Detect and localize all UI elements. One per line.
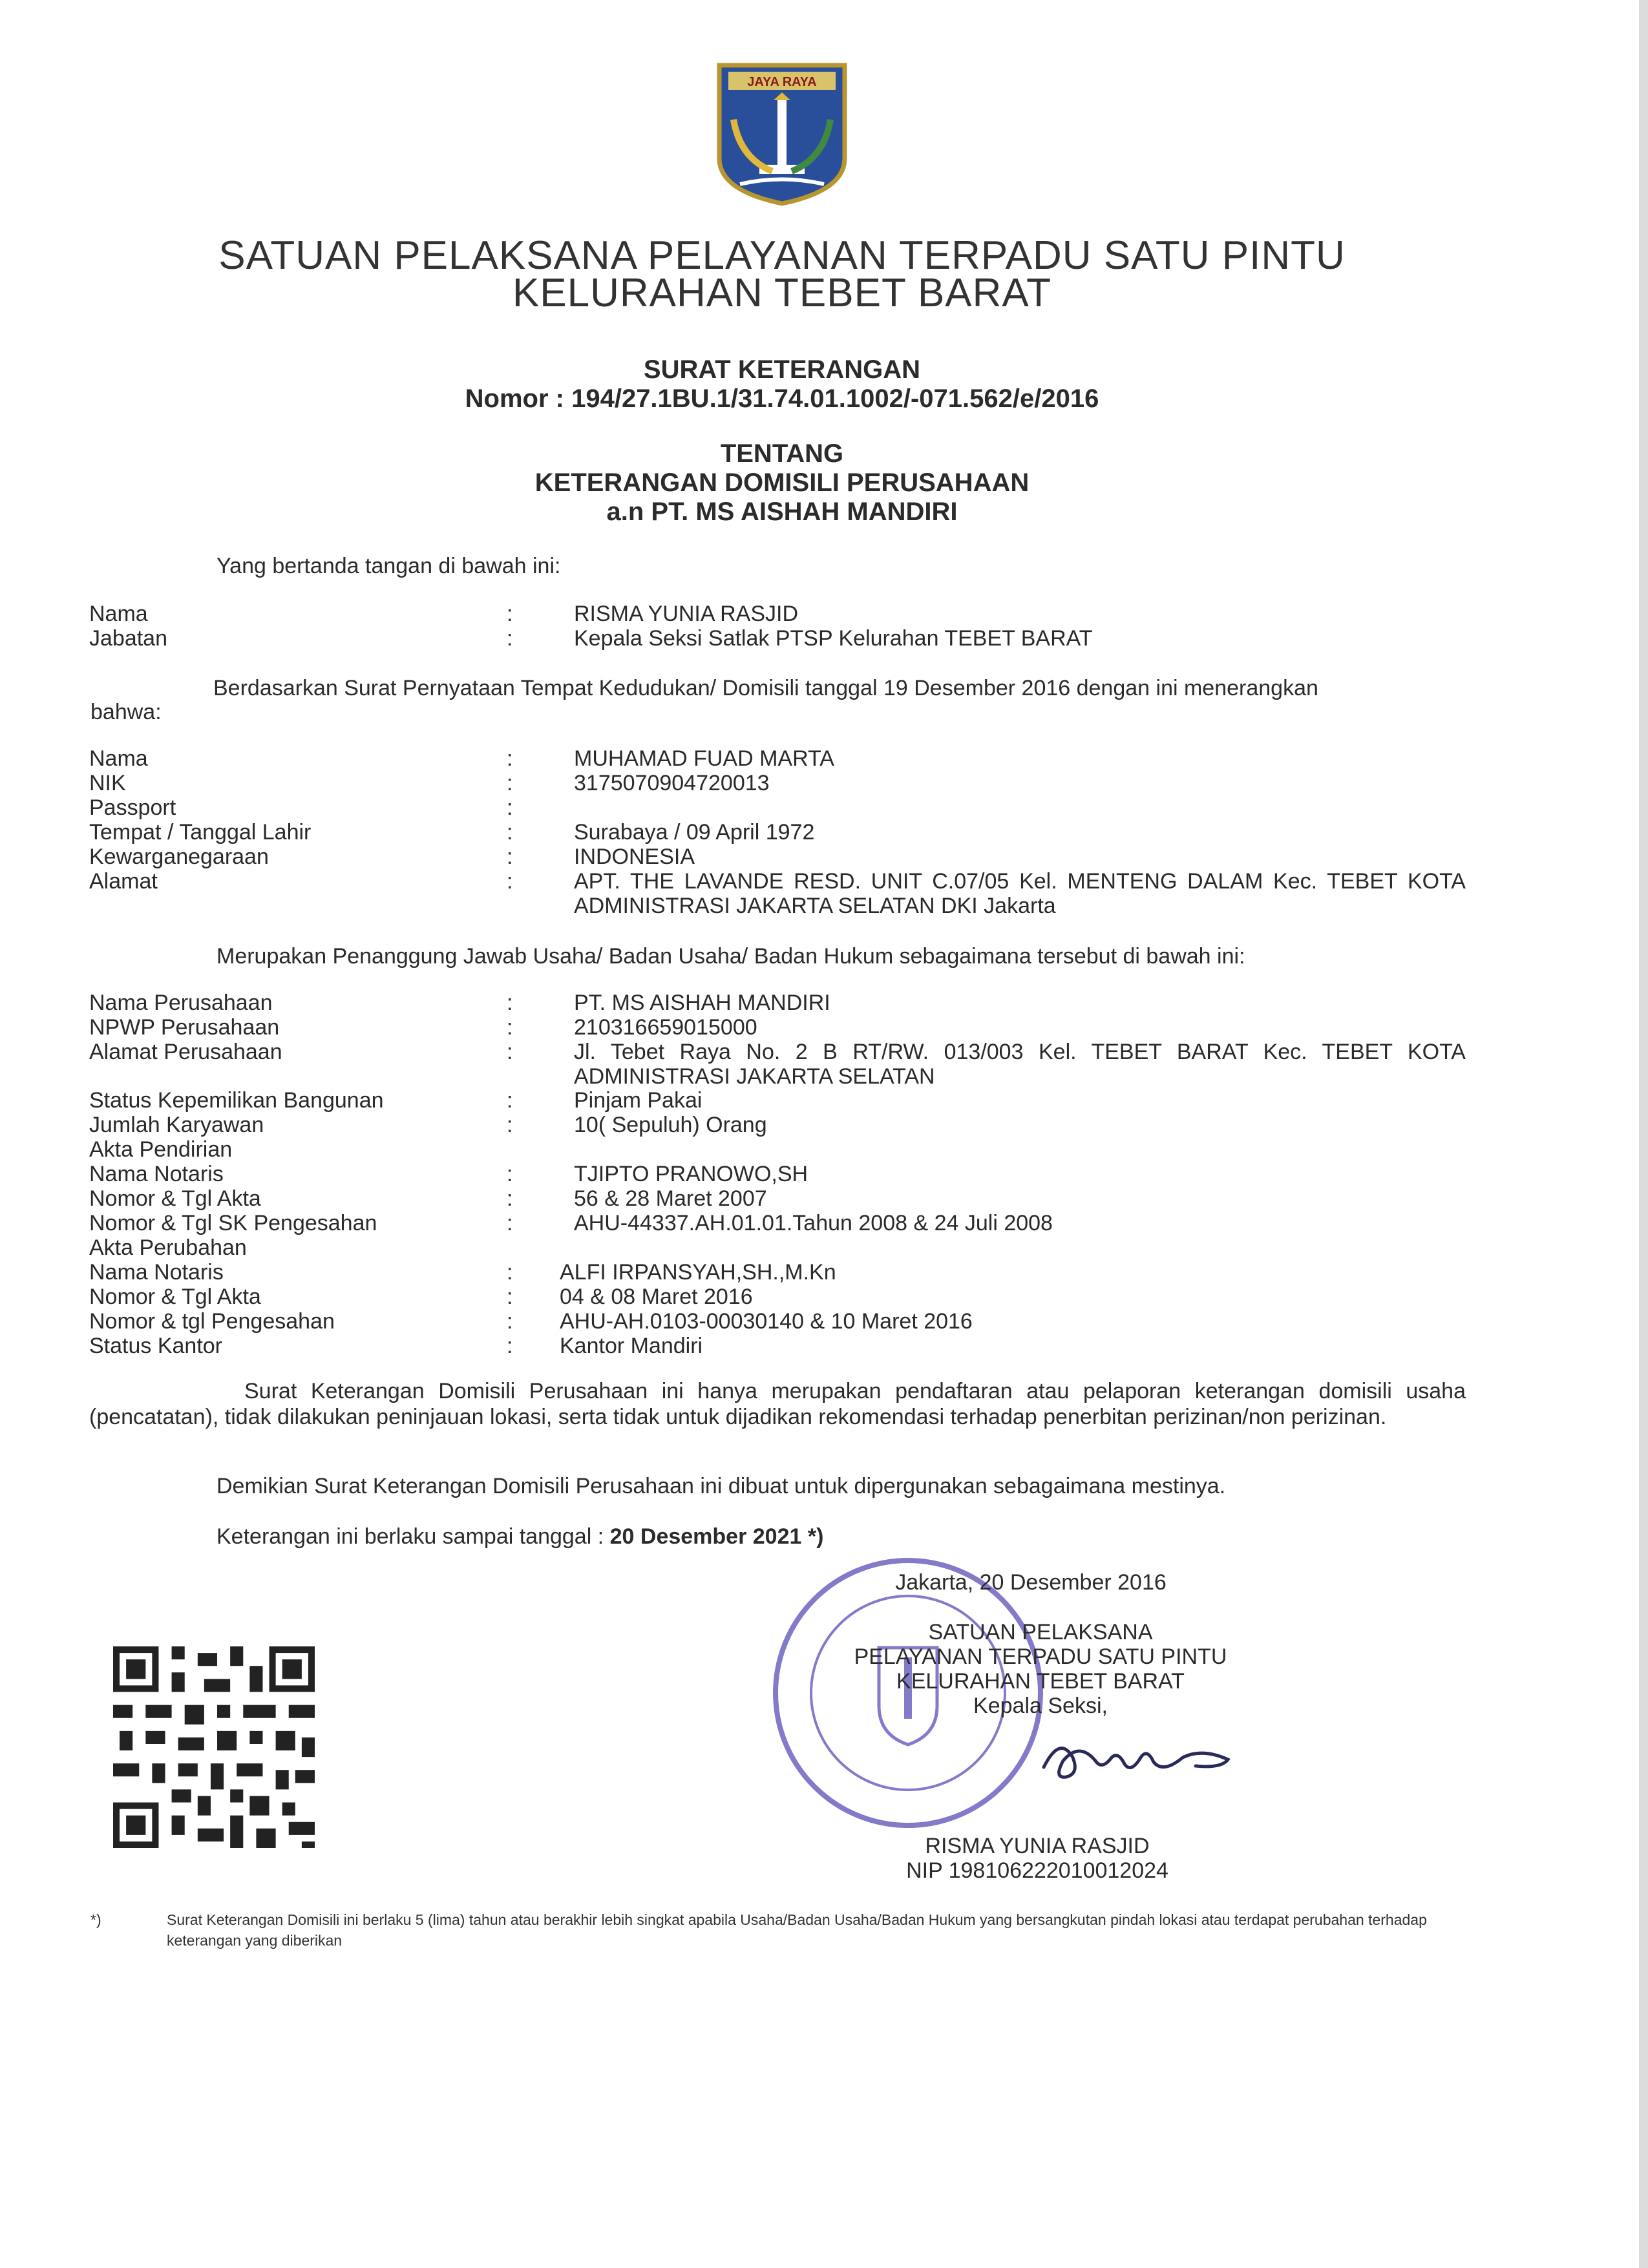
colon: : <box>507 626 513 651</box>
jakarta-coat-of-arms-logo <box>714 61 850 207</box>
field-label: Nomor & Tgl SK Pengesahan <box>89 1211 377 1235</box>
field-label: Tempat / Tanggal Lahir <box>89 820 312 845</box>
sign-office-1: SATUAN PELAKSANA <box>928 1620 1153 1644</box>
basis-text: Berdasarkan Surat Pernyataan Tempat Kedudukan/ Domisili tanggal 19 Desember 2016 dengan ini menerangkan <box>213 676 1318 700</box>
colon: : <box>507 1113 513 1137</box>
field-label: Nomor & Tgl Akta <box>89 1186 261 1211</box>
field-value: ALFI IRPANSYAH,SH.,M.Kn <box>560 1260 836 1285</box>
validity-line <box>217 1524 823 1549</box>
field-label: Nama <box>89 602 148 626</box>
intro-text: Yang bertanda tangan di bawah ini: <box>217 554 561 578</box>
colon: : <box>507 845 513 869</box>
field-value: APT. THE LAVANDE RESD. UNIT C.07/05 Kel. MENTENG DALAM Kec. TEBET KOTA ADMINISTRASI JAKARTA SELATAN DKI Jakarta <box>574 869 1466 918</box>
field-value: 56 & 28 Maret 2007 <box>574 1186 767 1211</box>
colon: : <box>507 1211 513 1235</box>
field-label: Nama <box>89 746 148 771</box>
field-label: Passport <box>89 795 176 820</box>
field-label: NPWP Perusahaan <box>89 1015 280 1040</box>
field-value: 10( Sepuluh) Orang <box>574 1113 767 1137</box>
field-label: Nomor & Tgl Akta <box>89 1285 261 1309</box>
footnote-text: Surat Keterangan Domisili ini berlaku 5 (lima) tahun atau berakhir lebih singkat apabila Usaha/Badan Usaha/Badan Hukum yang bersangkutan pindah lokasi atau terdapat perubahan terhadap keterangan yang diberikan <box>167 1911 1427 1949</box>
field-label: Nama Perusahaan <box>89 991 273 1015</box>
validity-date: 20 Desember 2021 *) <box>609 1524 824 1549</box>
field-label: Status Kantor <box>89 1334 223 1358</box>
field-value: 210316659015000 <box>574 1015 757 1040</box>
document-type: SURAT KETERANGAN <box>643 355 921 384</box>
field-value: AHU-44337.AH.01.01.Tahun 2008 & 24 Juli 2008 <box>574 1211 1053 1235</box>
validity-prefix: Keterangan ini berlaku sampai tanggal : <box>217 1524 610 1549</box>
field-value: 04 & 08 Maret 2016 <box>560 1285 753 1309</box>
signer-name: RISMA YUNIA RASJID <box>925 1834 1150 1858</box>
basis-text-continued: bahwa: <box>90 700 162 724</box>
colon: : <box>507 1309 513 1334</box>
colon: : <box>507 1162 513 1186</box>
colon: : <box>507 1040 513 1064</box>
sign-position: Kepala Seksi, <box>973 1694 1108 1718</box>
colon: : <box>507 820 513 845</box>
field-value: INDONESIA <box>574 845 695 869</box>
field-label: Akta Perubahan <box>89 1235 247 1260</box>
svg-text:JAYA RAYA: JAYA RAYA <box>747 75 817 89</box>
handwritten-signature <box>1034 1722 1241 1793</box>
field-value: TJIPTO PRANOWO,SH <box>574 1162 808 1186</box>
field-label: Status Kepemilikan Bangunan <box>89 1088 384 1113</box>
field-label: Alamat <box>89 869 158 894</box>
colon: : <box>507 1260 513 1285</box>
signer-nip: NIP 198106222010012024 <box>906 1858 1168 1883</box>
colon: : <box>507 869 513 894</box>
field-label: Nomor & tgl Pengesahan <box>89 1309 335 1334</box>
about-label: TENTANG <box>720 439 844 468</box>
document-subject: KETERANGAN DOMISILI PERUSAHAAN <box>534 468 1030 497</box>
field-label: Alamat Perusahaan <box>89 1040 282 1064</box>
field-value: MUHAMAD FUAD MARTA <box>574 746 834 771</box>
scan-edge <box>1639 0 1648 2268</box>
header-line-1: SATUAN PELAKSANA PELAYANAN TERPADU SATU PINTU <box>218 233 1346 278</box>
sign-office-3: KELURAHAN TEBET BARAT <box>896 1669 1185 1694</box>
colon: : <box>507 1015 513 1040</box>
field-label: Nama Notaris <box>89 1260 224 1285</box>
company-on-behalf: a.n PT. MS AISHAH MANDIRI <box>606 498 958 526</box>
field-label: Nama Notaris <box>89 1162 224 1186</box>
sign-office-2: PELAYANAN TERPADU SATU PINTU <box>854 1644 1227 1669</box>
field-value: Pinjam Pakai <box>574 1088 703 1113</box>
field-value: 3175070904720013 <box>574 771 770 795</box>
field-label: Jabatan <box>89 626 167 651</box>
field-label: NIK <box>89 771 126 795</box>
colon: : <box>507 602 513 626</box>
colon: : <box>507 1334 513 1358</box>
field-value: PT. MS AISHAH MANDIRI <box>574 991 830 1015</box>
colon: : <box>507 746 513 771</box>
field-label: Kewarganegaraan <box>89 845 269 869</box>
field-label: Jumlah Karyawan <box>89 1113 264 1137</box>
field-value: Kantor Mandiri <box>560 1334 703 1358</box>
colon: : <box>507 1186 513 1211</box>
field-value: Jl. Tebet Raya No. 2 B RT/RW. 013/003 Kel. TEBET BARAT Kec. TEBET KOTA ADMINISTRASI JAKARTA SELATAN <box>574 1040 1466 1089</box>
field-value: RISMA YUNIA RASJID <box>574 602 799 626</box>
field-label: Akta Pendirian <box>89 1137 233 1162</box>
sign-place-date: Jakarta, 20 Desember 2016 <box>895 1570 1167 1595</box>
qr-code <box>113 1646 315 1848</box>
colon: : <box>507 1285 513 1309</box>
colon: : <box>507 771 513 795</box>
footnote-marker: *) <box>90 1911 101 1928</box>
colon: : <box>507 795 513 820</box>
header-line-2: KELURAHAN TEBET BARAT <box>512 271 1052 315</box>
colon: : <box>507 1088 513 1113</box>
field-value: Kepala Seksi Satlak PTSP Kelurahan TEBET BARAT <box>574 626 1093 651</box>
document-number: Nomor : 194/27.1BU.1/31.74.01.1002/-071.562/e/2016 <box>465 384 1099 413</box>
colon: : <box>507 991 513 1015</box>
responsible-text: Merupakan Penanggung Jawab Usaha/ Badan Usaha/ Badan Hukum sebagaimana tersebut di bawah ini: <box>217 944 1245 969</box>
closing-text: Demikian Surat Keterangan Domisili Perusahaan ini dibuat untuk dipergunakan sebagaimana mestinya. <box>217 1474 1226 1498</box>
disclaimer-text: Surat Keterangan Domisili Perusahaan ini hanya merupakan pendaftaran atau pelaporan keterangan domisili usaha (pencatatan), tidak dilakukan peninjauan lokasi, serta tidak untuk dijadikan rekomendasi terhadap penerbitan perizinan/non perizinan. <box>89 1379 1466 1429</box>
field-value: Surabaya / 09 April 1972 <box>574 820 815 845</box>
field-value: AHU-AH.0103-00030140 & 10 Maret 2016 <box>560 1309 973 1334</box>
